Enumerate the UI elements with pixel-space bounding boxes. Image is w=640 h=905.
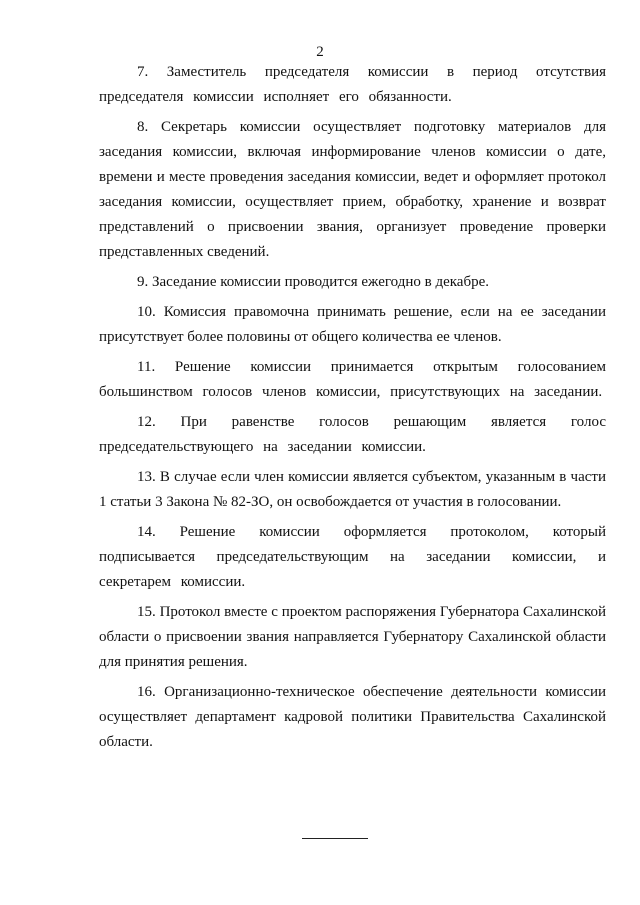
paragraph-7: 7. Заместитель председателя комиссии в период отсутствия председателя комиссии исполняет его обязанности. [99, 64, 606, 105]
paragraph-9: 9. Заседание комиссии проводится ежегодно в декабре. [137, 274, 490, 290]
paragraph-13: 13. В случае если член комиссии является субъектом, указанным в части 1 статьи 3 Закона № 82-ЗО, он освобождается от участия в голосовании. [99, 469, 606, 510]
paragraph-12: 12. При равенстве голосов решающим является голос председательствующего на заседании комиссии. [99, 414, 606, 455]
paragraph-14: 14. Решение комиссии оформляется протоколом, который подписывается председательствующим на заседании комиссии, и секретарем комиссии. [99, 524, 606, 590]
document-body [99, 60, 606, 760]
paragraph-8: 8. Секретарь комиссии осуществляет подготовку материалов для заседания комиссии, включая информирование членов комиссии о дате, времени и месте проведения заседания комиссии, ведет и оформляет протокол заседания комиссии, осуществляет прием, обработку, хранение и возврат представлений о присвоении звания, организует проведение проверки представленных сведений. [99, 119, 606, 260]
end-divider-line [302, 838, 368, 839]
paragraph-11: 11. Решение комиссии принимается открытым голосованием большинством голосов членов комиссии, присутствующих на заседании. [99, 359, 606, 400]
paragraph-15: 15. Протокол вместе с проектом распоряжения Губернатора Сахалинской области о присвоении звания направляется Губернатору Сахалинской области для принятия решения. [99, 604, 606, 670]
page-number: 2 [316, 44, 324, 60]
paragraph-10: 10. Комиссия правомочна принимать решение, если на ее заседании присутствует более половины от общего количества ее членов. [99, 304, 606, 345]
paragraph-16: 16. Организационно-техническое обеспечение деятельности комиссии осуществляет департамент кадровой политики Правительства Сахалинской области. [99, 684, 606, 750]
